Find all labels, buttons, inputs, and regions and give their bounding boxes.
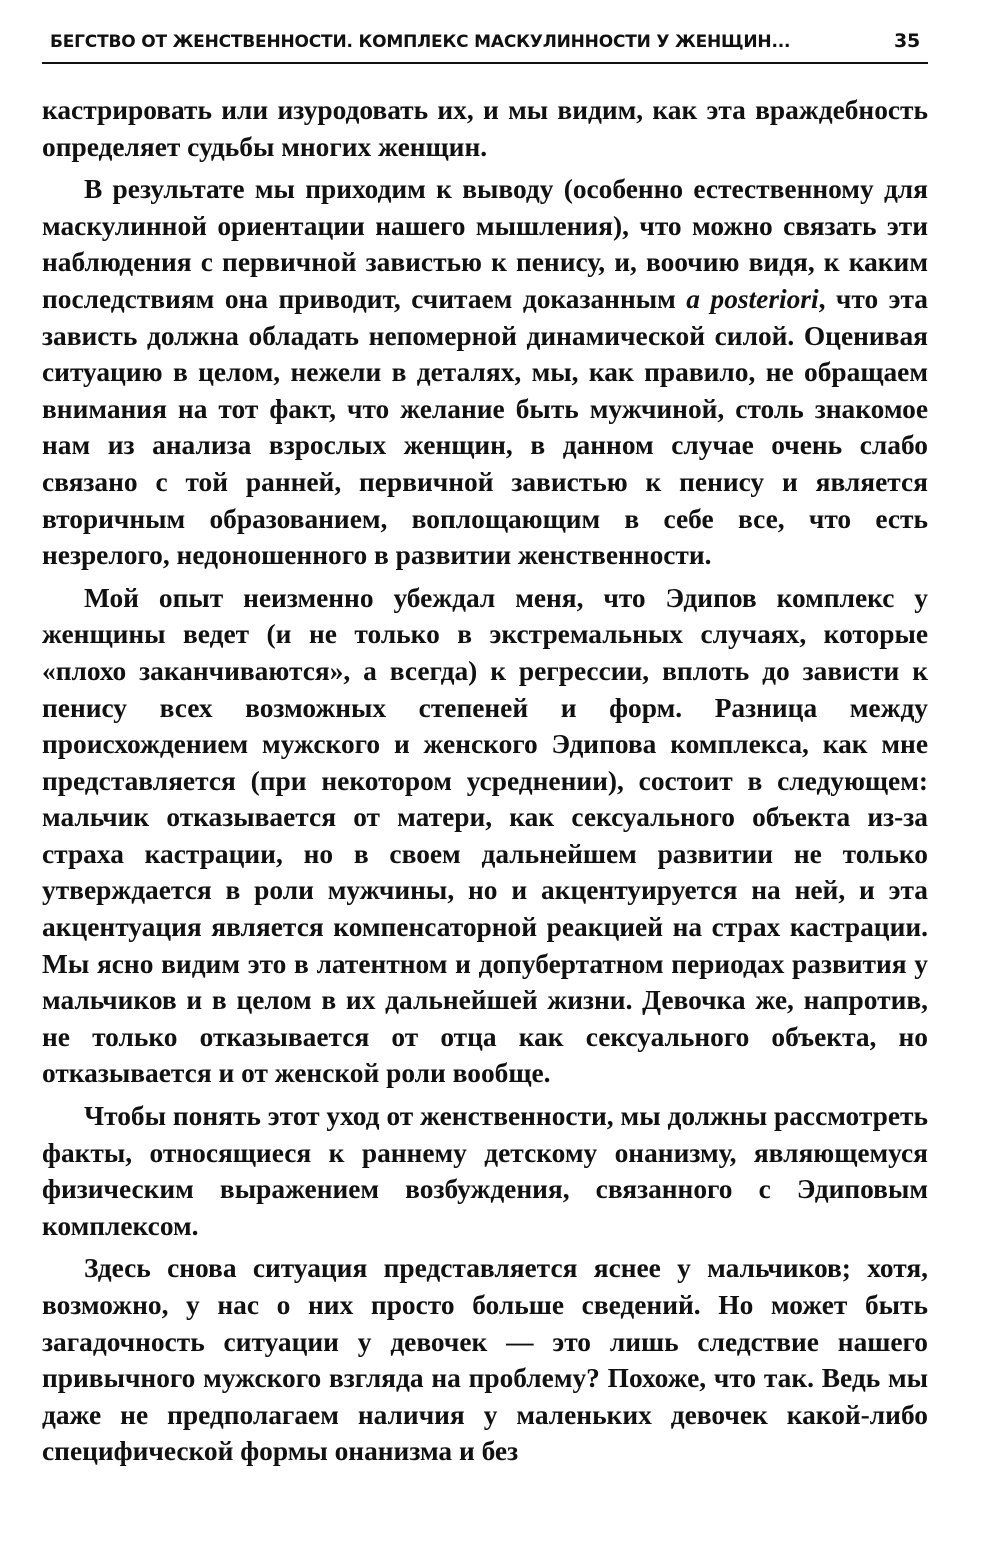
paragraph-4: Чтобы понять этот уход от женственности, мы должны рассмотреть факты, относящиеся к раннему детскому онанизму, являющемуся физическим выражением возбуждения, связанного с Эдиповым комплексом. bbox=[42, 1101, 928, 1241]
paragraph-2 bbox=[42, 171, 928, 574]
paragraph-2-part-1: В результате мы приходим к выводу (особенно естественному для маскулинной ориентации нашего мышления), что можно связать эти наблюдения с первичной завистью к пенису, и, воочию видя, к каким последствиям она приводит, считаем доказанным bbox=[42, 174, 928, 314]
latin-term: a posteriori bbox=[686, 283, 819, 314]
paragraph-5: Здесь снова ситуация представляется яснее у мальчиков; хотя, возможно, у нас о них просто больше сведений. Но может быть загадочность ситуации у девочек — это лишь следствие нашего привычного мужского взгляда на проблему? Похоже, что так. Ведь мы даже не предполагаем наличия у маленьких девочек какой-либо специфической формы онанизма и без bbox=[42, 1253, 928, 1467]
running-header bbox=[42, 30, 928, 64]
book-page bbox=[42, 30, 928, 1470]
paragraph-2-part-2: , что эта зависть должна обладать непомерной динамической силой. Оценивая ситуацию в целом, нежели в деталях, мы, как правило, не обращаем внимания на тот факт, что желание быть мужчиной, столь знакомое нам из анализа взрослых женщин, в данном случае очень слабо связано с той ранней, первичной завистью к пенису и является вторичным образованием, воплощающим в себе все, что есть незрелого, недоношенного в развитии женственности. bbox=[42, 283, 928, 571]
running-header-title: БЕГСТВО ОТ ЖЕНСТВЕННОСТИ. КОМПЛЕКС МАСКУЛИННОСТИ У ЖЕНЩИН... bbox=[50, 32, 791, 52]
body-text bbox=[42, 92, 928, 1470]
page-number: 35 bbox=[893, 30, 920, 52]
paragraph-1: кастрировать или изуродовать их, и мы видим, как эта враждебность определяет судьбы многих женщин. bbox=[42, 95, 928, 162]
paragraph-3: Мой опыт неизменно убеждал меня, что Эдипов комплекс у женщины ведет (и не только в экстремальных случаях, которые «плохо заканчиваются», а всегда) к регрессии, вплоть до зависти к пенису всех возможных степеней и форм. Разница между происхождением мужского и женского Эдипова комплекса, как мне представляется (при некотором усреднении), состоит в следующем: мальчик отказывается от матери, как сексуального объекта из-за страха кастрации, но в своем дальнейшем развитии не только утверждается в роли мужчины, но и акцентуируется на ней, и эта акцентуация является компенсаторной реакцией на страх кастрации. Мы ясно видим это в латентном и допубертатном периодах развития у мальчиков и в целом в их дальнейшей жизни. Девочка же, напротив, не только отказывается от отца как сексуального объекта, но отказывается и от женской роли вообще. bbox=[42, 582, 928, 1089]
